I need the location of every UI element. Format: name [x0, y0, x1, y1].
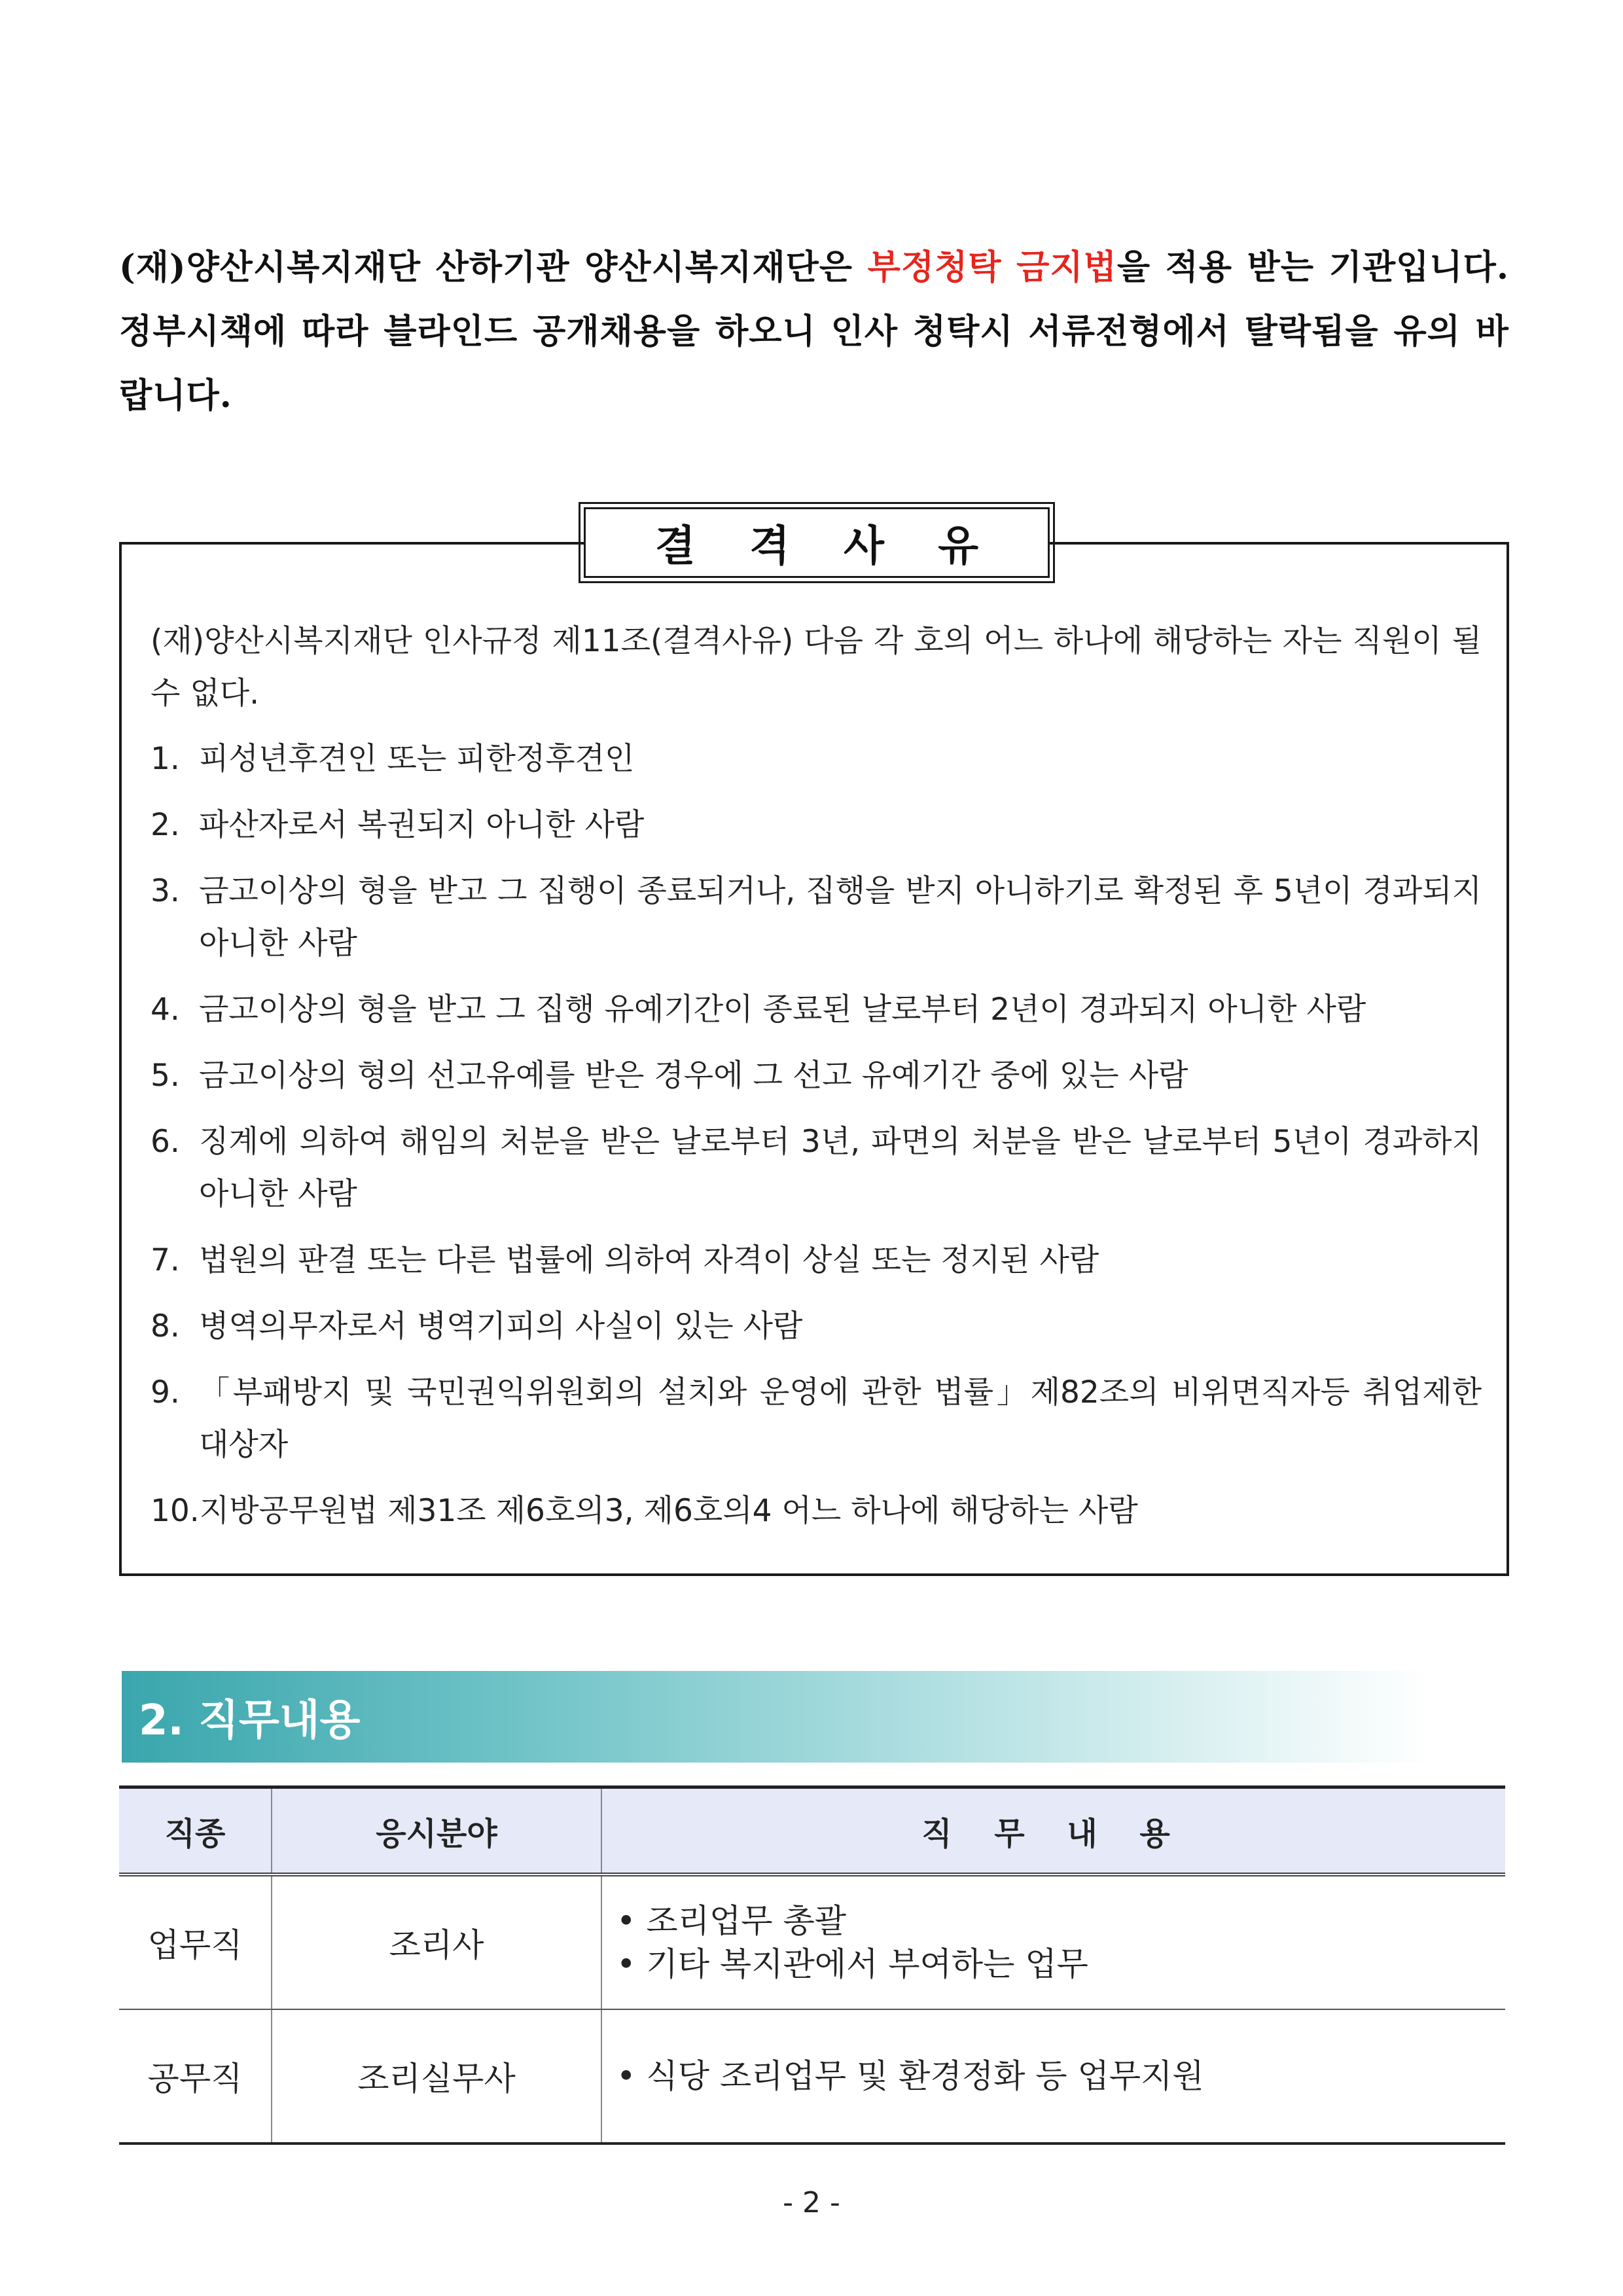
cell-field: 조리사 — [272, 1874, 601, 2009]
notice-text-2: 을 적용 받는 기관입니다. 정부시책에 따라 블라인드 공개채용을 하오니 인사 청탁시 서류전형에서 탈락됨을 유의 바랍니다. — [119, 247, 1509, 416]
header-field: 응시분야 — [272, 1787, 601, 1875]
notice-highlight: 부정청탁 금지법 — [867, 247, 1117, 287]
header-duties: 직 무 내 용 — [601, 1787, 1505, 1875]
disqualification-item — [151, 865, 1482, 970]
notice-text-1: (재)양산시복지재단 산하기관 양산시복지재단은 — [119, 247, 868, 287]
item-number: 7. — [151, 1242, 180, 1278]
disqualification-item — [151, 984, 1482, 1036]
item-number: 1. — [151, 741, 180, 777]
item-text: 금고이상의 형을 받고 그 집행이 종료되거나, 집행을 받지 아니하기로 확정된 후 5년이 경과되지 아니한 사람 — [199, 873, 1482, 961]
disqualification-title: 결 격 사 유 — [584, 507, 1050, 578]
item-number: 3. — [151, 873, 180, 909]
item-text: 병역의무자로서 병역기피의 사실이 있는 사람 — [199, 1308, 803, 1344]
item-text: 「부패방지 및 국민권익위원회의 설치와 운영에 관한 법률」제82조의 비위면직자등 취업제한 대상자 — [199, 1374, 1482, 1463]
section-title: 2. 직무내용 — [139, 1696, 361, 1745]
table-header-row — [119, 1787, 1505, 1875]
disqualification-item — [151, 733, 1482, 785]
cell-duties — [601, 2009, 1505, 2144]
notice-paragraph — [119, 236, 1509, 428]
cell-duties — [601, 1874, 1505, 2009]
item-number: 9. — [151, 1374, 180, 1410]
table-row — [119, 1874, 1505, 2009]
page-number: - 2 - — [783, 2186, 840, 2219]
disqualification-item — [151, 1300, 1482, 1353]
item-number: 8. — [151, 1308, 180, 1344]
disqualification-item — [151, 1116, 1482, 1221]
item-number: 10. — [151, 1493, 200, 1529]
disqualification-item — [151, 1367, 1482, 1471]
table-row — [119, 2009, 1505, 2144]
item-number: 6. — [151, 1124, 180, 1160]
header-type: 직종 — [119, 1787, 272, 1875]
disqualification-item — [151, 799, 1482, 852]
cell-type: 업무직 — [119, 1874, 272, 2009]
disqualification-body — [151, 615, 1482, 1551]
item-text: 지방공무원법 제31조 제6호의3, 제6호의4 어느 하나에 해당하는 사람 — [199, 1493, 1138, 1529]
disqualification-item — [151, 1234, 1482, 1287]
cell-type: 공무직 — [119, 2009, 272, 2144]
disqualification-intro: (재)양산시복지재단 인사규정 제11조(결격사유) 다음 각 호의 어느 하나에 해당하는 자는 직원이 될 수 없다. — [151, 623, 1482, 711]
item-number: 4. — [151, 992, 180, 1028]
item-text: 금고이상의 형을 받고 그 집행 유예기간이 종료된 날로부터 2년이 경과되지 아니한 사람 — [199, 992, 1366, 1028]
item-text: 파산자로서 복권되지 아니한 사람 — [199, 807, 645, 843]
duty-item: • 조리업무 총괄 — [616, 1899, 1505, 1943]
section-header-bar — [122, 1671, 1431, 1763]
disqualification-item — [151, 1485, 1482, 1537]
item-text: 피성년후견인 또는 피한정후견인 — [199, 741, 635, 777]
item-number: 2. — [151, 807, 180, 843]
jobs-table — [119, 1785, 1505, 2145]
item-text: 징계에 의하여 해임의 처분을 받은 날로부터 3년, 파면의 처분을 받은 날로부터 5년이 경과하지 아니한 사람 — [199, 1124, 1482, 1212]
disqualification-item — [151, 1050, 1482, 1102]
item-text: 법원의 판결 또는 다른 법률에 의하여 자격이 상실 또는 정지된 사람 — [199, 1242, 1099, 1278]
cell-field: 조리실무사 — [272, 2009, 601, 2144]
duty-item: • 식당 조리업무 및 환경정화 등 업무지원 — [616, 2054, 1505, 2098]
item-text: 금고이상의 형의 선고유예를 받은 경우에 그 선고 유예기간 중에 있는 사람 — [199, 1058, 1188, 1094]
duty-item: • 기타 복지관에서 부여하는 업무 — [616, 1943, 1505, 1986]
item-number: 5. — [151, 1058, 180, 1094]
